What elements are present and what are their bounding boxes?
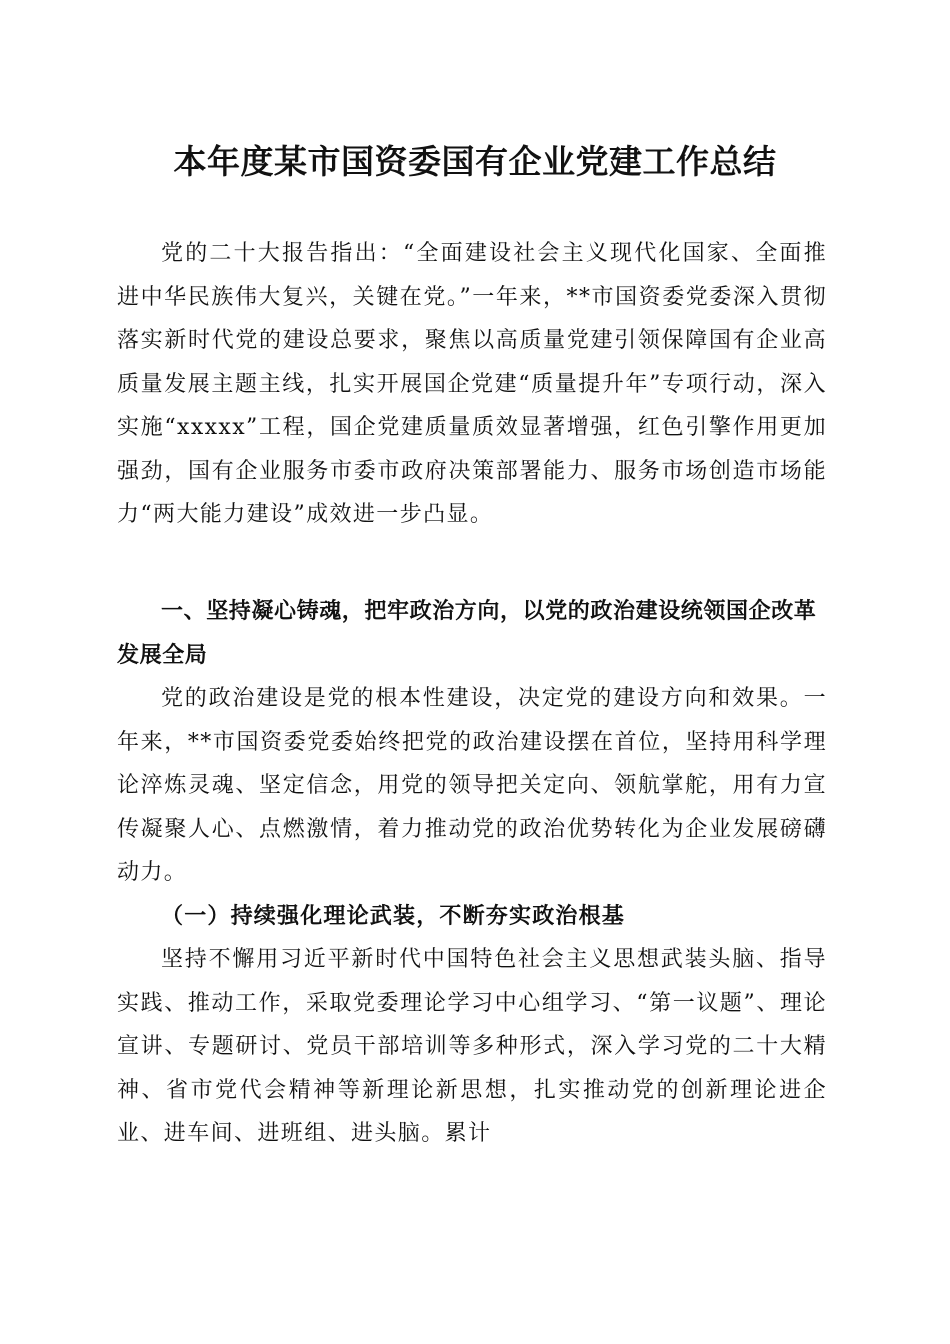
subsection-heading-1: （一）持续强化理论武装，不断夯实政治根基	[161, 903, 626, 929]
intro-paragraph: 党的二十大报告指出：“全面建设社会主义现代化国家、全面推进中华民族伟大复兴，关键在党。”一年来，**市国资委党委深入贯彻落实新时代党的建设总要求，聚焦以高质量党建引领保障国有企业高质量发展主题主线，扎实开展国企党建“质量提升年”专项行动，深入实施“xxxxx”工程，国企党建质量质效显著增强，红色引擎作用更加强劲，国有企业服务市委市政府决策部署能力、服务市场创造市场能力“两大能力建设”成效进一步凸显。	[117, 241, 827, 527]
section-1-paragraph: 党的政治建设是党的根本性建设，决定党的建设方向和效果。一年来，**市国资委党委始终把党的政治建设摆在首位，坚持用科学理论淬炼灵魂、坚定信念，用党的领导把关定向、领航掌舵，用有力宣传凝聚人心、点燃激情，着力推动党的政治优势转化为企业发展磅礴动力。	[117, 686, 827, 885]
subsection-1-paragraph: 坚持不懈用习近平新时代中国特色社会主义思想武装头脑、指导实践、推动工作，采取党委理论学习中心组学习、“第一议题”、理论宣讲、专题研讨、党员干部培训等多种形式，深入学习党的二十大精神、省市党代会精神等新理论新思想，扎实推动党的创新理论进企业、进车间、进班组、进头脑。累计	[117, 947, 827, 1146]
section-heading-1: 一、坚持凝心铸魂，把牢政治方向，以党的政治建设统领国企改革发展全局	[117, 599, 817, 668]
document-title: 本年度某市国资委国有企业党建工作总结	[173, 142, 777, 181]
